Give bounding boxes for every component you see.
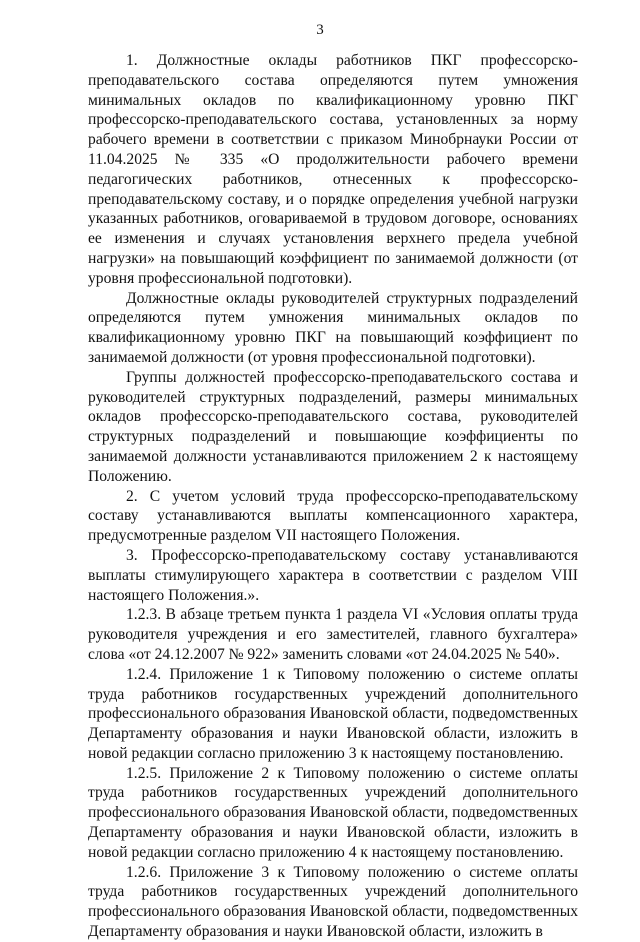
paragraph-1-2-5: 1.2.5. Приложение 2 к Типовому положению о системе оплаты труда работников государственных учреждений дополнительного профессионального образования Ивановской области, подведомственных Департаменту образования и науки Ивановской области, изложить в новой редакции согласно приложению 4 к настоящему постановлению. [88, 764, 578, 861]
paragraph-department-heads: Должностные оклады руководителей структурных подразделений определяются путем умножения минимальных окладов по квалификационному уровню ПКГ на повышающий коэффициент по занимаемой должности (от уровня профессиональной подготовки). [88, 289, 578, 366]
paragraph-position-groups: Группы должностей профессорско-преподавательского состава и руководителей структурных подразделений, размеры минимальных окладов профессорско-преподавательского состава, руководителей структурных подразделений и повышающие коэффициенты по занимаемой должности устанавливаются приложением 2 к настоящему Положению. [88, 368, 578, 485]
paragraph-1-2-4: 1.2.4. Приложение 1 к Типовому положению о системе оплаты труда работников государственных учреждений дополнительного профессионального образования Ивановской области, подведомственных Департаменту образования и науки Ивановской области, изложить в новой редакции согласно приложению 3 к настоящему постановлению. [88, 665, 578, 762]
paragraph-item-3-incentives: 3. Профессорско-преподавательскому составу устанавливаются выплаты стимулирующего характера в соответствии с разделом VIII настоящего Положения.». [88, 546, 578, 604]
paragraph-item-2-compensation: 2. С учетом условий труда профессорско-преподавательскому составу устанавливаются выплаты компенсационного характера, предусмотренные разделом VII настоящего Положения. [88, 487, 578, 545]
paragraph-item-1-salaries: 1. Должностные оклады работников ПКГ профессорско-преподавательского состава определяются путем умножения минимальных окладов по квалификационному уровню ПКГ профессорско-преподавательского состава, установленных за норму рабочего времени в соответствии с приказом Минобрнауки России от 11.04.2025 № 335 «О продолжительности рабочего времени педагогических работников, отнесенных к профессорско-преподавательскому составу, и о порядке определения учебной нагрузки указанных работников, оговариваемой в трудовом договоре, основаниях ее изменения и случаях установления верхнего предела учебной нагрузки» на повышающий коэффициент по занимаемой должности (от уровня профессиональной подготовки). [88, 52, 578, 287]
paragraph-1-2-6: 1.2.6. Приложение 3 к Типовому положению о системе оплаты труда работников государственных учреждений дополнительного профессионального образования Ивановской области, подведомственных Департаменту образования и науки Ивановской области, изложить в [88, 863, 578, 941]
paragraph-1-2-3: 1.2.3. В абзаце третьем пункта 1 раздела VI «Условия оплаты труда руководителя учреждения и его заместителей, главного бухгалтера» слова «от 24.12.2007 № 922» заменить словами «от 24.04.2025 № 540». [88, 606, 578, 663]
page-number: 3 [316, 22, 324, 38]
